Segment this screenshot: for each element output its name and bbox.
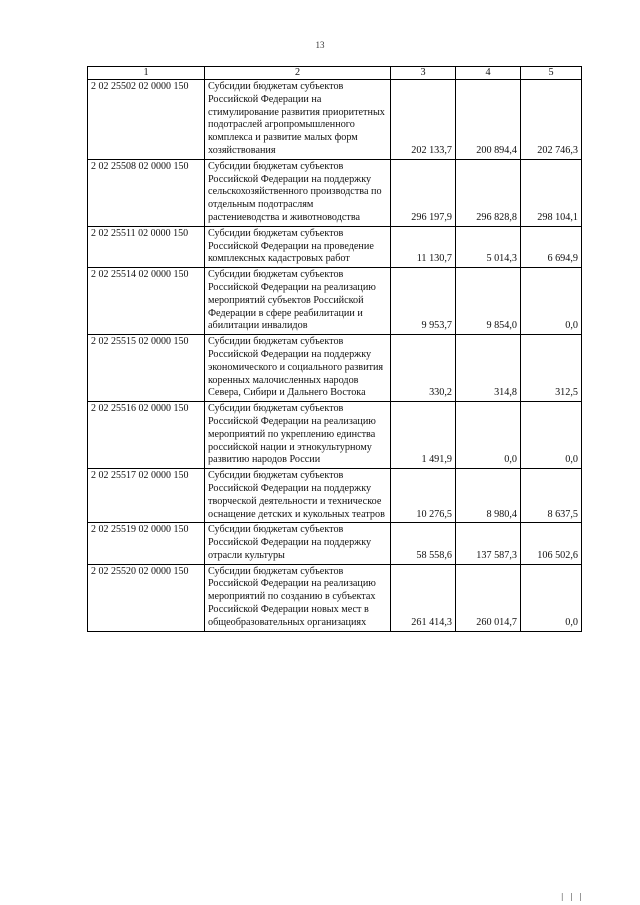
amount-col3: 10 276,5	[391, 469, 456, 523]
description: Субсидии бюджетам субъектов Российской Федерации на поддержку сельскохозяйственного производства по отдельным подотраслям растениеводства и животноводства	[205, 159, 391, 226]
column-header: 1	[88, 67, 205, 80]
amount-col5: 8 637,5	[521, 469, 582, 523]
description: Субсидии бюджетам субъектов Российской Федерации на поддержку отрасли культуры	[205, 523, 391, 564]
column-header: 3	[391, 67, 456, 80]
amount-col4: 9 854,0	[456, 268, 521, 335]
description: Субсидии бюджетам субъектов Российской Федерации на реализацию мероприятий по созданию в субъектах Российской Федерации новых мест в общеобразовательных организациях	[205, 564, 391, 631]
description: Субсидии бюджетам субъектов Российской Федерации на проведение комплексных кадастровых работ	[205, 226, 391, 267]
description: Субсидии бюджетам субъектов Российской Федерации на реализацию мероприятий субъектов Российской Федерации в сфере реабилитации и абилитации инвалидов	[205, 268, 391, 335]
amount-col5: 0,0	[521, 268, 582, 335]
budget-code: 2 02 25520 02 0000 150	[88, 564, 205, 631]
amount-col5: 106 502,6	[521, 523, 582, 564]
amount-col3: 330,2	[391, 335, 456, 402]
amount-col4: 5 014,3	[456, 226, 521, 267]
page-number: 13	[315, 40, 325, 50]
amount-col3: 202 133,7	[391, 80, 456, 160]
table-row	[88, 335, 582, 402]
table-row	[88, 268, 582, 335]
amount-col3: 58 558,6	[391, 523, 456, 564]
description: Субсидии бюджетам субъектов Российской Федерации на реализацию мероприятий по укреплению единства российской нации и этнокультурному развитию народов России	[205, 402, 391, 469]
amount-col3: 11 130,7	[391, 226, 456, 267]
table-row	[88, 469, 582, 523]
budget-code: 2 02 25508 02 0000 150	[88, 159, 205, 226]
table-row	[88, 80, 582, 160]
budget-code: 2 02 25514 02 0000 150	[88, 268, 205, 335]
table-row	[88, 523, 582, 564]
budget-code: 2 02 25516 02 0000 150	[88, 402, 205, 469]
description: Субсидии бюджетам субъектов Российской Федерации на стимулирование развития приоритетных подотраслей агропромышленного комплекса и развитие малых форм хозяйствования	[205, 80, 391, 160]
column-header: 2	[205, 67, 391, 80]
budget-code: 2 02 25515 02 0000 150	[88, 335, 205, 402]
amount-col5: 6 694,9	[521, 226, 582, 267]
amount-col4: 296 828,8	[456, 159, 521, 226]
budget-code: 2 02 25517 02 0000 150	[88, 469, 205, 523]
budget-table	[87, 66, 582, 632]
table-row	[88, 564, 582, 631]
amount-col4: 314,8	[456, 335, 521, 402]
column-header: 4	[456, 67, 521, 80]
scan-mark: | | |	[560, 892, 584, 901]
column-header: 5	[521, 67, 582, 80]
amount-col5: 0,0	[521, 564, 582, 631]
amount-col3: 296 197,9	[391, 159, 456, 226]
table-row	[88, 402, 582, 469]
amount-col4: 8 980,4	[456, 469, 521, 523]
description: Субсидии бюджетам субъектов Российской Федерации на поддержку творческой деятельности и техническое оснащение детских и кукольных театров	[205, 469, 391, 523]
amount-col5: 202 746,3	[521, 80, 582, 160]
amount-col3: 9 953,7	[391, 268, 456, 335]
amount-col4: 260 014,7	[456, 564, 521, 631]
amount-col4: 137 587,3	[456, 523, 521, 564]
budget-code: 2 02 25511 02 0000 150	[88, 226, 205, 267]
budget-code: 2 02 25519 02 0000 150	[88, 523, 205, 564]
header-row	[88, 67, 582, 80]
table-row	[88, 159, 582, 226]
amount-col5: 298 104,1	[521, 159, 582, 226]
description: Субсидии бюджетам субъектов Российской Федерации на поддержку экономического и социального развития коренных малочисленных народов Севера, Сибири и Дальнего Востока	[205, 335, 391, 402]
amount-col4: 200 894,4	[456, 80, 521, 160]
amount-col4: 0,0	[456, 402, 521, 469]
table-row	[88, 226, 582, 267]
amount-col3: 1 491,9	[391, 402, 456, 469]
budget-code: 2 02 25502 02 0000 150	[88, 80, 205, 160]
amount-col5: 312,5	[521, 335, 582, 402]
amount-col3: 261 414,3	[391, 564, 456, 631]
amount-col5: 0,0	[521, 402, 582, 469]
